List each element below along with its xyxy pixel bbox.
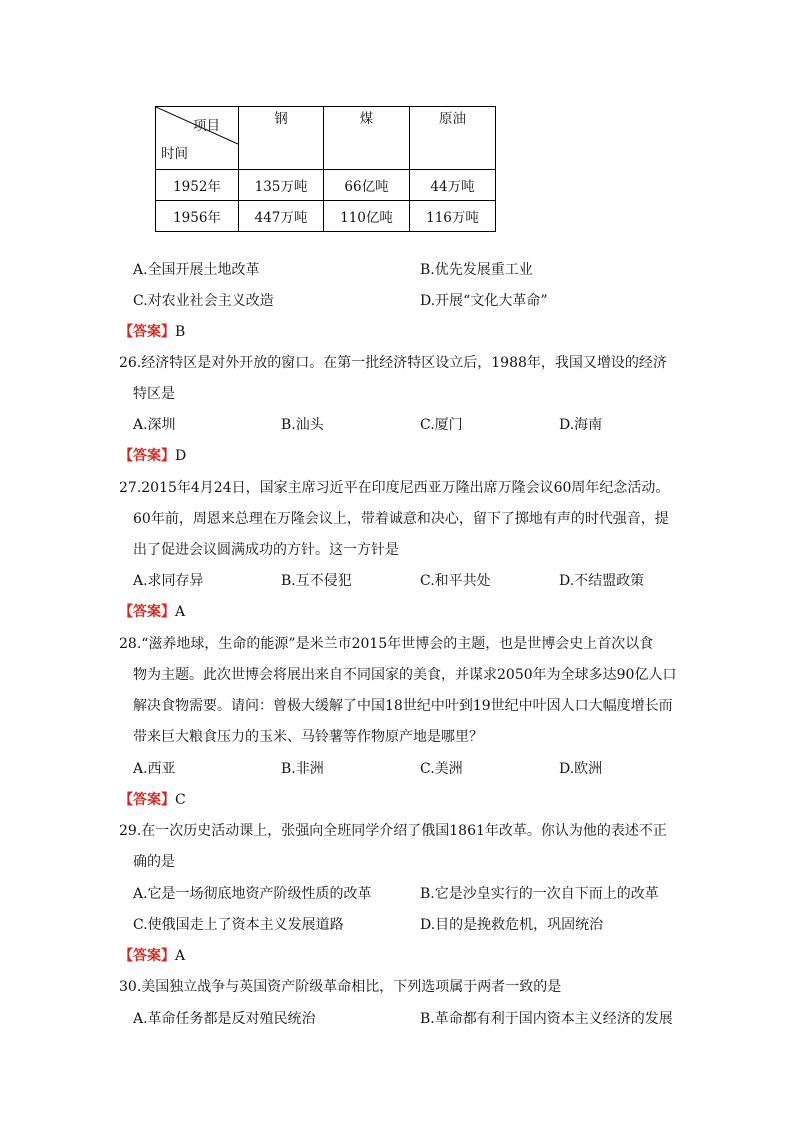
option-a: A.西亚	[133, 761, 176, 777]
column-header: 钢	[239, 107, 324, 170]
answer-line	[119, 945, 185, 965]
option-b: B.汕头	[281, 417, 324, 433]
answer-value: B	[175, 324, 186, 340]
question-line: 物为主题。此次世博会将展出来自不同国家的美食，并谋求2050年为全球多达90亿人口	[133, 667, 677, 683]
question-line: 带来巨大粮食压力的玉米、马铃薯等作物原产地是哪里？	[133, 729, 483, 745]
option-a: A.革命任务都是反对殖民统治	[133, 1011, 316, 1027]
option-c: C.使俄国走上了资本主义发展道路	[133, 917, 344, 933]
option-c: C.厦门	[420, 417, 463, 433]
option-a: A.全国开展土地改革	[133, 262, 260, 278]
answer-value: A	[175, 948, 186, 964]
answer-value: C	[175, 792, 186, 808]
option-b: B.它是沙皇实行的一次自下而上的改革	[420, 886, 659, 902]
year-cell: 1952年	[156, 170, 239, 201]
question-line: 28.“滋养地球，生命的能源”是米兰市2015年世博会的主题，也是世博会史上首次以食	[119, 636, 654, 652]
table-row	[156, 201, 496, 232]
option-d: D.开展“文化大革命”	[420, 293, 548, 309]
answer-label: 【答案】	[119, 792, 175, 808]
column-header: 煤	[324, 107, 410, 170]
question-line: 确的是	[133, 854, 175, 870]
header-time-label: 时间	[161, 146, 188, 162]
answer-line	[119, 601, 185, 621]
option-a: A.它是一场彻底地资产阶级性质的改革	[133, 886, 372, 902]
question-line: 27.2015年4月24日，国家主席习近平在印度尼西亚万隆出席万隆会议60周年纪念活动。	[119, 480, 670, 496]
question-line: 29.在一次历史活动课上，张强向全班同学介绍了俄国1861年改革。你认为他的表述不正	[119, 823, 667, 839]
table-row	[156, 170, 496, 201]
diagonal-header-cell	[156, 107, 239, 170]
answer-label: 【答案】	[119, 324, 175, 340]
option-b: B.互不侵犯	[281, 573, 352, 589]
question-line: 30.美国独立战争与英国资产阶级革命相比，下列选项属于两者一致的是	[119, 979, 562, 995]
table-header-row	[156, 107, 496, 170]
column-header: 原油	[410, 107, 496, 170]
value-cell: 44万吨	[410, 170, 496, 201]
value-cell: 110亿吨	[324, 201, 410, 232]
answer-line	[119, 445, 186, 465]
data-table	[155, 106, 496, 232]
answer-line	[119, 789, 186, 809]
answer-label: 【答案】	[119, 948, 175, 964]
answer-value: D	[175, 448, 187, 464]
question-line: 出了促进会议圆满成功的方针。这一方针是	[133, 542, 399, 558]
header-item-label: 项目	[193, 118, 220, 134]
option-d: D.目的是挽救危机，巩固统治	[420, 917, 604, 933]
question-line: 解决食物需要。请问：曾极大缓解了中国18世纪中叶到19世纪中叶因人口大幅度增长而	[133, 698, 673, 714]
value-cell: 66亿吨	[324, 170, 410, 201]
option-c: C.和平共处	[420, 573, 491, 589]
option-a: A.求同存异	[133, 573, 204, 589]
answer-line	[119, 321, 185, 341]
value-cell: 135万吨	[239, 170, 324, 201]
value-cell: 447万吨	[239, 201, 324, 232]
answer-label: 【答案】	[119, 604, 175, 620]
option-d: D.不结盟政策	[559, 573, 645, 589]
question-line: 特区是	[133, 386, 175, 402]
option-a: A.深圳	[133, 417, 176, 433]
option-d: D.欧洲	[559, 761, 603, 777]
question-line: 60年前，周恩来总理在万隆会议上，带着诚意和决心，留下了掷地有声的时代强音，提	[133, 511, 669, 527]
answer-label: 【答案】	[119, 448, 175, 464]
option-b: B.优先发展重工业	[420, 262, 533, 278]
option-d: D.海南	[559, 417, 603, 433]
option-b: B.非洲	[281, 761, 324, 777]
question-line: 26.经济特区是对外开放的窗口。在第一批经济特区设立后，1988年，我国又增设的经济	[119, 355, 667, 371]
option-c: C.美洲	[420, 761, 463, 777]
value-cell: 116万吨	[410, 201, 496, 232]
option-c: C.对农业社会主义改造	[133, 293, 274, 309]
option-b: B.革命都有利于国内资本主义经济的发展	[420, 1011, 673, 1027]
answer-value: A	[175, 604, 186, 620]
year-cell: 1956年	[156, 201, 239, 232]
